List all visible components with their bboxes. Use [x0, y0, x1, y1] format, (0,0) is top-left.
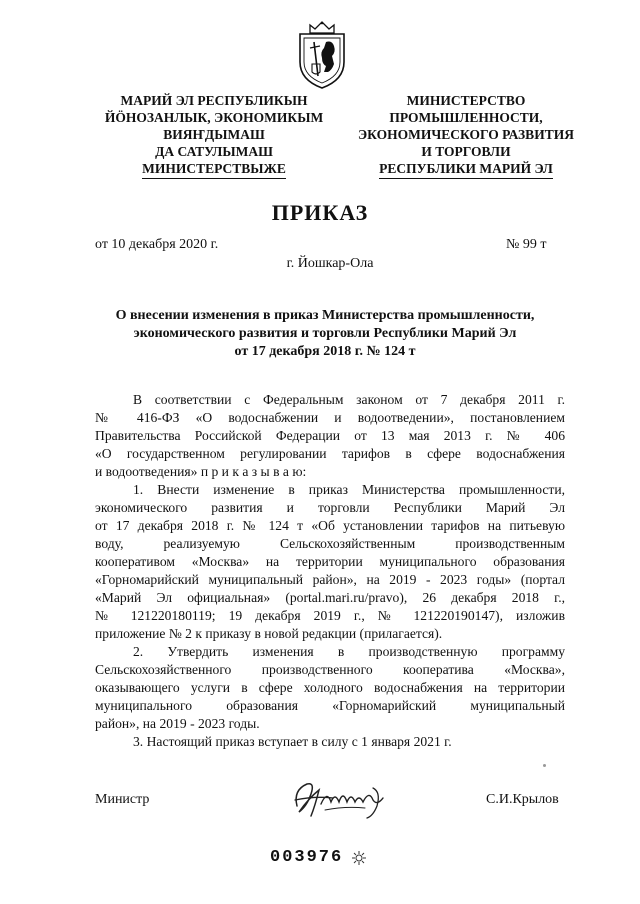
document-number: № 99 т: [506, 237, 547, 252]
body-line: оказывающего услуги в сфере холодного водоснабжения на территории: [95, 680, 565, 695]
body-line: № 121220180119; 19 декабря 2019 г., № 121220190147), изложив: [95, 608, 565, 623]
body-line: от 17 декабря 2018 г. № 124 т «Об установлении тарифов на питьевую: [95, 518, 565, 533]
ministry-name-russian-line-1: МИНИСТЕРСТВО: [406, 93, 526, 108]
body-line: 3. Настоящий приказ вступает в силу с 1 января 2021 г.: [133, 734, 452, 749]
ministry-name-mari-line-4: ДА САТУЛЫМАШ: [155, 144, 273, 159]
document-subject: [90, 307, 560, 361]
body-line: «О государственном регулировании тарифов в сфере водоснабжения: [95, 446, 565, 461]
scan-speck: [543, 764, 546, 767]
coat-of-arms-icon: [296, 20, 348, 90]
ministry-name-russian-line-5: РЕСПУБЛИКИ МАРИЙ ЭЛ: [379, 160, 553, 179]
handwritten-signature: [285, 776, 395, 824]
document-type-title: ПРИКАЗ: [271, 200, 369, 225]
ministry-name-russian-line-3: ЭКОНОМИЧЕСКОГО РАЗВИТИЯ: [358, 127, 574, 142]
body-line: район», на 2019 - 2023 годы.: [95, 716, 260, 731]
ministry-name-russian-line-4: И ТОРГОВЛИ: [421, 144, 511, 159]
ministry-name-russian-line-2: ПРОМЫШЛЕННОСТИ,: [389, 110, 543, 125]
body-line: кооперативом «Москва» на территории муниципального образования: [95, 554, 565, 569]
body-line: приложение № 2 к приказу в новой редакции (прилагается).: [95, 626, 443, 641]
body-line: воду, реализуемую Сельскохозяйственным производственным: [95, 536, 565, 551]
serial-ornament-icon: [352, 851, 366, 865]
body-line: В соответствии с Федеральным законом от 7 декабря 2011 г.: [133, 392, 565, 407]
signatory-name: С.И.Крылов: [486, 792, 559, 807]
ministry-name-mari: [88, 92, 340, 179]
document-city: г. Йошкар-Ола: [286, 256, 374, 271]
ministry-name-mari-line-2: ЙӦНОЗАНЛЫК, ЭКОНОМИКЫМ: [104, 110, 324, 125]
document-date: от 10 декабря 2020 г.: [95, 237, 219, 252]
subject-line-1: О внесении изменения в приказ Министерства промышленности,: [115, 308, 535, 323]
body-line: «Марий Эл официальная» (portal.mari.ru/pravo), 26 декабря 2018 г.,: [95, 590, 565, 605]
form-serial-number: 003976: [270, 848, 344, 867]
body-line: и водоотведения» п р и к а з ы в а ю:: [95, 464, 307, 479]
body-line: муниципального образования «Горномарийский муниципальный: [95, 698, 565, 713]
ministry-name-mari-line-1: МАРИЙ ЭЛ РЕСПУБЛИКЫН: [120, 93, 308, 108]
body-line: 1. Внести изменение в приказ Министерства промышленности,: [133, 482, 565, 497]
body-line: Правительства Российской Федерации от 13 мая 2013 г. № 406: [95, 428, 565, 443]
subject-line-3: от 17 декабря 2018 г. № 124 т: [234, 344, 416, 359]
document-body: [95, 391, 565, 751]
body-line: Сельскохозяйственного производственного кооператива «Москва»,: [95, 662, 565, 677]
body-line: экономического развития и торговли Республики Марий Эл: [95, 500, 565, 515]
signatory-title: Министр: [95, 792, 150, 807]
ministry-name-russian: [335, 92, 597, 179]
ministry-name-mari-line-3: ВИЯҤДЫМАШ: [163, 127, 265, 142]
subject-line-2: экономического развития и торговли Республики Марий Эл: [133, 326, 517, 341]
body-line: 2. Утвердить изменения в производственную программу: [133, 644, 565, 659]
body-line: № 416-ФЗ «О водоснабжении и водоотведении», постановлением: [95, 410, 565, 425]
ministry-name-mari-line-5: МИНИСТЕРСТВЫЖЕ: [142, 160, 286, 179]
body-line: «Горномарийский муниципальный район», на 2019 - 2023 годы» (портал: [95, 572, 565, 587]
